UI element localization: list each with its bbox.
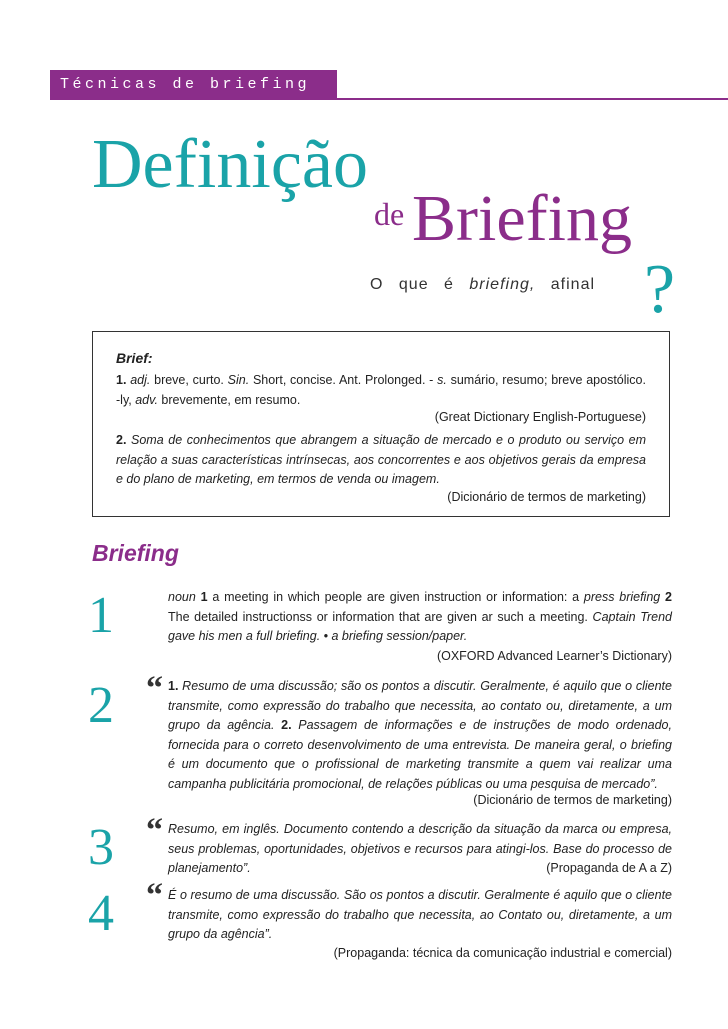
entry1-t1: breve, curto. xyxy=(150,373,228,387)
definition-number-1: 1 xyxy=(88,587,114,644)
def4-source: (Propaganda: técnica da comunicação industrial e comercial) xyxy=(333,946,672,960)
def4-open-quote: “ xyxy=(146,877,163,914)
entry1-source: (Great Dictionary English-Portuguese) xyxy=(434,410,646,424)
definition-4: É o resumo de uma discussão. São os pontos a discutir. Geralmente é aquilo que o cliente transmite, como expressão do trabalho que necessita, ao Contato ou, diretamente, a um grupo da agência”. xyxy=(168,888,672,941)
entry2-source: (Dicionário de termos de marketing) xyxy=(447,490,646,504)
def1-n2: 2 xyxy=(665,590,672,604)
def1-noun: noun xyxy=(168,590,196,604)
title-question-mark: ? xyxy=(644,251,676,328)
def2-n2: 2. xyxy=(281,718,292,732)
title-definicao: Definição xyxy=(92,126,368,203)
definition-number-2: 2 xyxy=(88,677,114,734)
def1-source: (OXFORD Advanced Learner’s Dictionary) xyxy=(436,649,672,663)
subtitle-part2: briefing, xyxy=(469,276,536,293)
def1-t1: a meeting in which people are given instruction or information: a xyxy=(207,590,584,604)
title-briefing: Briefing xyxy=(412,182,632,255)
def1-t2: The detailed instructionss or information that are given ar such a meeting. xyxy=(168,609,593,624)
definition-number-4: 4 xyxy=(88,885,114,942)
def2-n1: 1. xyxy=(168,679,179,693)
definition-1 xyxy=(168,588,672,647)
entry2-num: 2. xyxy=(116,433,127,447)
entry1-s: s. xyxy=(437,373,447,387)
entry1-t4: brevemente, em resumo. xyxy=(157,392,301,407)
subtitle xyxy=(370,276,595,294)
entry1-t3: sumário, resumo; breve apostólico. -ly, xyxy=(116,373,646,407)
box-entry-1 xyxy=(116,371,646,410)
definition-2 xyxy=(168,677,672,794)
definition-number-3: 3 xyxy=(88,819,114,876)
def2-source: (Dicionário de termos de marketing) xyxy=(473,793,672,807)
box-entry-2 xyxy=(116,431,646,490)
definition-3: Resumo, em inglês. Documento contendo a descrição da situação da marca ou empresa, seus problemas, oportunidades, objetivos e recursos para atingi-los. Base do processo de planejamento”. xyxy=(168,822,672,875)
section-tag: Técnicas de briefing xyxy=(60,76,311,93)
entry1-sin: Sin. xyxy=(227,373,250,387)
entry2-text: Soma de conhecimentos que abrangem a situação de mercado e o produto ou serviço em relação a suas características intrínsecas, aos concorrentes e aos objetivos gerais da empresa e do plano de marketing, em termos de venda ou imagem. xyxy=(116,433,646,486)
entry1-adv: adv. xyxy=(135,392,158,407)
def3-open-quote: “ xyxy=(146,812,163,849)
def2-t1: Resumo de uma discussão; são os pontos a discutir. Geralmente, é aquilo que o cliente transmite, como expressão do trabalho que necessita, ao contato ou, diretamente, a um grupo da agência. xyxy=(168,679,672,732)
def2-open-quote: “ xyxy=(146,670,163,707)
def1-n1: 1 xyxy=(200,590,208,604)
subtitle-part1: O que é xyxy=(370,276,454,293)
entry1-adj: adj. xyxy=(130,373,151,387)
box-heading: Brief: xyxy=(116,350,153,366)
entry1-num: 1. xyxy=(116,373,127,387)
def3-source: (Propaganda de A a Z) xyxy=(546,861,672,875)
def2-t2: Passagem de informações e de instruções de modo ordenado, fornecida para o correto desenvolvimento de uma entrevista. De maneira geral, o briefing é um documento que o profissional de marketing transmite a quem vai realizar uma campanha publicitária promocional, de relações públicas ou uma pesquisa de mercado”. xyxy=(168,718,672,791)
entry1-t2: Short, concise. Ant. Prolonged. - xyxy=(249,373,438,387)
title-de: de xyxy=(374,196,405,232)
briefing-heading: Briefing xyxy=(92,540,179,566)
section-tag-rule xyxy=(337,98,728,100)
def1-example: Captain Trend gave his men a full briefing. • a briefing session/paper. xyxy=(168,609,672,643)
def1-press: press briefing xyxy=(583,590,661,604)
subtitle-part3: afinal xyxy=(550,276,596,293)
